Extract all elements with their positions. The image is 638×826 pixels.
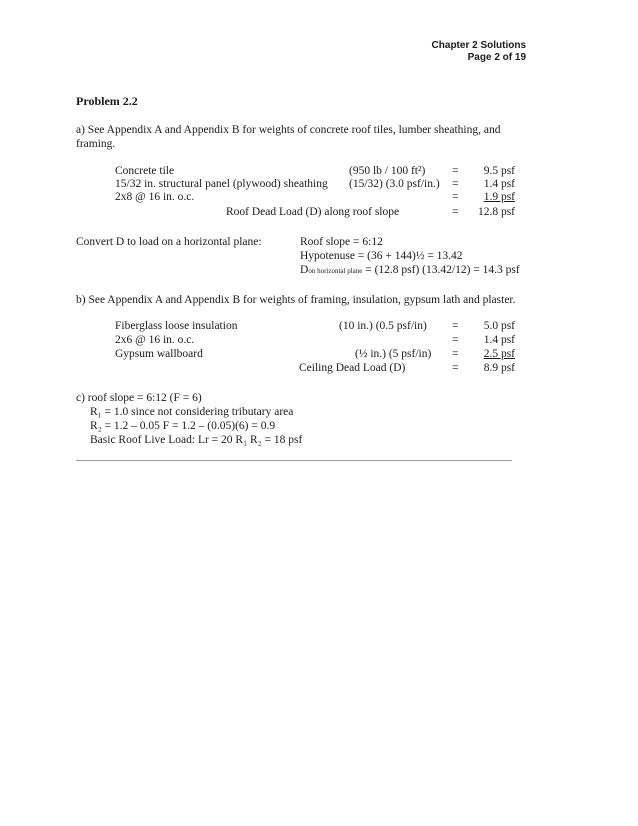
roof-slope-line: Roof slope = 6:12 [300, 236, 383, 248]
part-b-row-value: 2.5 psf [483, 348, 515, 360]
part-a-row-equals: = [452, 165, 459, 177]
part-a-row-calc: (15/32) (3.0 psf/in.) [349, 178, 440, 190]
chapter-title: Chapter 2 Solutions [431, 40, 526, 51]
part-c-line-3: R₂ = 1.2 – 0.05 F = 1.2 – (0.05)(6) = 0.9 [90, 420, 276, 432]
part-c-line-4: Basic Roof Live Load: Lr = 20 R₁ R₂ = 18 psf [90, 434, 303, 446]
part-b-row-value: 1.4 psf [483, 334, 515, 346]
part-a-row-value: 1.4 psf [483, 178, 515, 190]
horizontal-load-symbol: D [300, 264, 309, 276]
horizontal-load-subscript: on horizontal plane [308, 267, 363, 275]
part-a-intro-line-2: framing. [76, 138, 116, 150]
part-a-row-label: Concrete tile [115, 165, 175, 177]
part-a-row-label: 15/32 in. structural panel (plywood) sheathing [115, 178, 328, 190]
part-c-line-2: R₁ = 1.0 since not considering tributary area [90, 406, 294, 418]
part-b-row-label: Gypsum wallboard [115, 348, 203, 360]
part-a-row-calc: (950 lb / 100 ft²) [349, 165, 426, 177]
horizontal-load-line [300, 263, 520, 278]
convert-label: Convert D to load on a horizontal plane: [76, 236, 262, 248]
part-a-row-label: 2x8 @ 16 in. o.c. [115, 191, 195, 203]
roof-dead-load-value: 12.8 psf [477, 206, 515, 218]
roof-dead-load-equals: = [452, 206, 459, 218]
ceiling-dead-load-label: Ceiling Dead Load (D) [299, 362, 406, 374]
part-b-row-label: 2x6 @ 16 in. o.c. [115, 334, 195, 346]
part-c-line-1: c) roof slope = 6:12 (F = 6) [76, 392, 202, 404]
hypotenuse-line: Hypotenuse = (36 + 144)½ = 13.42 [300, 250, 463, 262]
part-a-row-equals: = [452, 191, 459, 203]
part-a-intro-line-1: a) See Appendix A and Appendix B for weights of concrete roof tiles, lumber sheathing, and [76, 124, 501, 136]
problem-title: Problem 2.2 [76, 94, 138, 108]
ceiling-dead-load-equals: = [452, 362, 459, 374]
part-b-row-equals: = [452, 320, 459, 332]
section-divider [76, 460, 512, 461]
part-b-row-equals: = [452, 348, 459, 360]
roof-dead-load-label: Roof Dead Load (D) along roof slope [226, 206, 400, 218]
horizontal-load-expression: = (12.8 psf) (13.42/12) = 14.3 psf [362, 264, 520, 276]
part-b-row-equals: = [452, 334, 459, 346]
ceiling-dead-load-value: 8.9 psf [483, 362, 515, 374]
part-a-row-value: 1.9 psf [483, 191, 515, 203]
part-a-row-value: 9.5 psf [483, 165, 515, 177]
page-number: Page 2 of 19 [467, 52, 526, 63]
part-a-row-equals: = [452, 178, 459, 190]
part-b-row-value: 5.0 psf [483, 320, 515, 332]
part-b-row-label: Fiberglass loose insulation [115, 320, 238, 332]
part-b-intro: b) See Appendix A and Appendix B for weights of framing, insulation, gypsum lath and plaster. [76, 294, 516, 306]
part-b-row-calc: (½ in.) (5 psf/in) [355, 348, 432, 360]
part-b-row-calc: (10 in.) (0.5 psf/in) [339, 320, 427, 332]
